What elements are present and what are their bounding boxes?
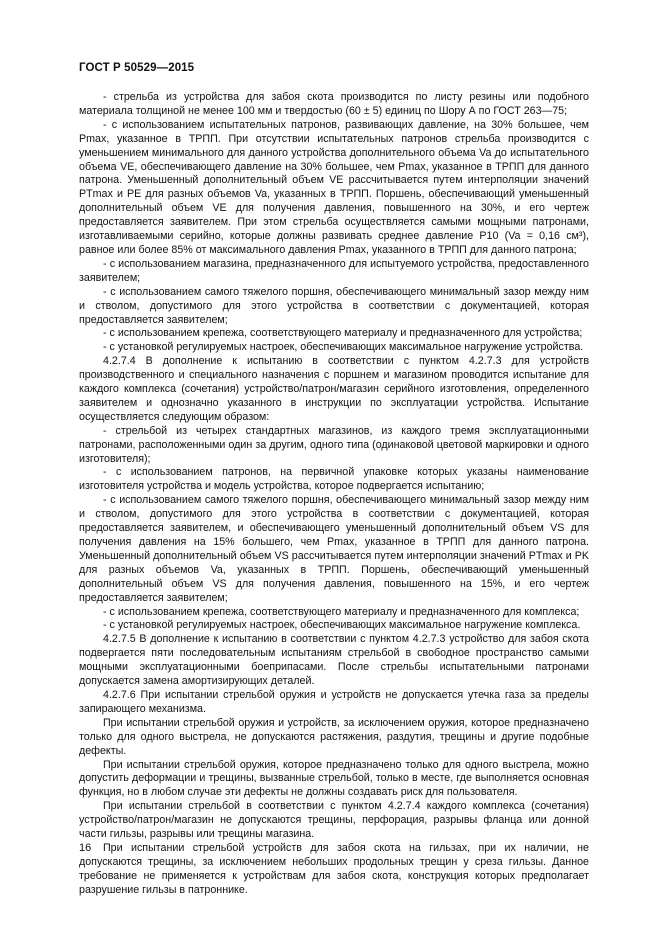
page-number: 16: [79, 842, 92, 854]
paragraph: - с использованием самого тяжелого поршня, обеспечивающего минимальный зазор между ним и стволом, допустимого для этого устройства в соответствии с документацией, которая предоставляется заявителем;: [79, 285, 589, 326]
paragraph: При испытании стрельбой оружия, которое предназначено только для одного выстрела, можно допустить деформации и трещины, вызванные стрельбой, только в месте, где выполняется основная функция, но в любом случае эти дефекты не должны создавать риск для пользователя.: [79, 758, 589, 799]
document-body: [79, 91, 589, 898]
paragraph: 4.2.7.6 При испытании стрельбой оружия и устройств не допускается утечка газа за пределы запирающего механизма.: [79, 688, 589, 715]
paragraph: 4.2.7.4 В дополнение к испытанию в соответствии с пунктом 4.2.7.3 для устройств производственного и специального назначения с поршнем и магазином проводится испытание для каждого комплекса (сочетания) устройство/патрон/магазин серийного изготовления, определенного заявителем и однозначно указанного в инструкции по эксплуатации устройства. Испытание осуществляется следующим образом:: [79, 355, 589, 423]
paragraph: При испытании стрельбой оружия и устройств, за исключением оружия, которое предназначено только для одного выстрела, не допускаются растяжения, раздутия, трещины и другие подобные дефекты.: [79, 716, 589, 757]
paragraph: - с использованием испытательных патронов, развивающих давление, на 30% большее, чем Pmax, указанное в ТРПП. При отсутствии испытательных патронов стрельба производится с уменьшением минимального для данного устройства дополнительного объема Va до испытательного объема VE, обеспечивающего давление на 30% большее, чем Pmax, указанное в ТРПП для данного патрона. Уменьшенный дополнительный объем VE рассчитывается путем интерполяции значений PTmax и PE для разных объемов Va, указанных в ТРПП. Поршень, обеспечивающий уменьшенный дополнительный объем VE для получения давления, повышенного на 30%, и его чертеж предоставляется заявителем. При этом стрельба осуществляется самыми мощными патронами, изготавливаемыми серийно, которые должны развивать среднее давление P10 (Va = 0,16 см³), равное или более 85% от максимального давления Pmax, указанного в ТРПП для данного патрона;: [79, 118, 589, 256]
paragraph: - с использованием самого тяжелого поршня, обеспечивающего минимальный зазор между ним и стволом, допустимого для этого устройства в соответствии с документацией, которая предоставляется заявителем, и обеспечивающего уменьшенный дополнительный объем VS для получения давления на 15% большего, чем Pmax, указанное в ТРПП для данного патрона. Уменьшенный дополнительный объем VS рассчитывается путем интерполяции значений PTmax и PK для разных объемов Va, указанных в ТРПП. Поршень, обеспечивающий уменьшенный дополнительный объем VS для получения давления, повышенного на 15%, и его чертеж предоставляется заявителем;: [79, 494, 589, 604]
paragraph: - с установкой регулируемых настроек, обеспечивающих максимальное нагружение комплекса.: [103, 619, 581, 632]
document-header: ГОСТ Р 50529—2015: [79, 62, 195, 74]
paragraph: - стрельбой из четырех стандартных магазинов, из каждого тремя эксплуатационными патронами, расположенными один за другим, одного типа (одинаковой цветовой маркировки и одного изготовителя);: [79, 424, 589, 465]
paragraph: - с использованием крепежа, соответствующего материалу и предназначенного для комплекса;: [103, 605, 580, 618]
paragraph: - с использованием патронов, на первичной упаковке которых указаны наименование изготовителя устройства и модель устройства, которое подвергается испытанию;: [79, 466, 589, 493]
paragraph: - стрельба из устройства для забоя скота производится по листу резины или подобного материала толщиной не менее 100 мм и твердостью (60 ± 5) единиц по Шору А по ГОСТ 263—75;: [79, 91, 589, 117]
paragraph: При испытании стрельбой в соответствии с пунктом 4.2.7.4 каждого комплекса (сочетания) устройство/патрон/магазин не допускаются трещины, перфорация, разрывы фланца или донной части гильзы, разрывы или трещины магазина.: [79, 800, 589, 841]
paragraph: - с использованием крепежа, соответствующего материалу и предназначенного для устройства;: [103, 327, 583, 340]
paragraph: - с установкой регулируемых настроек, обеспечивающих максимальное нагружение устройства.: [103, 341, 584, 354]
paragraph: - с использованием магазина, предназначенного для испытуемого устройства, предоставленного заявителем;: [79, 257, 589, 284]
paragraph: 4.2.7.5 В дополнение к испытанию в соответствии с пунктом 4.2.7.3 устройство для забоя скота подвергается пяти последовательным испытаниям стрельбой в свободное пространство самыми мощными эксплуатационными боеприпасами. После стрельбы испытательными патронами допускается замена амортизирующих деталей.: [79, 633, 589, 688]
paragraph: При испытании стрельбой устройств для забоя скота на гильзах, при их наличии, не допускаются трещины, за исключением небольших продольных трещин у среза гильзы. Данное требование не применяется к устройствам для забоя скота, конструкция которых предполагает разрушение гильзы в патроннике.: [79, 841, 589, 896]
